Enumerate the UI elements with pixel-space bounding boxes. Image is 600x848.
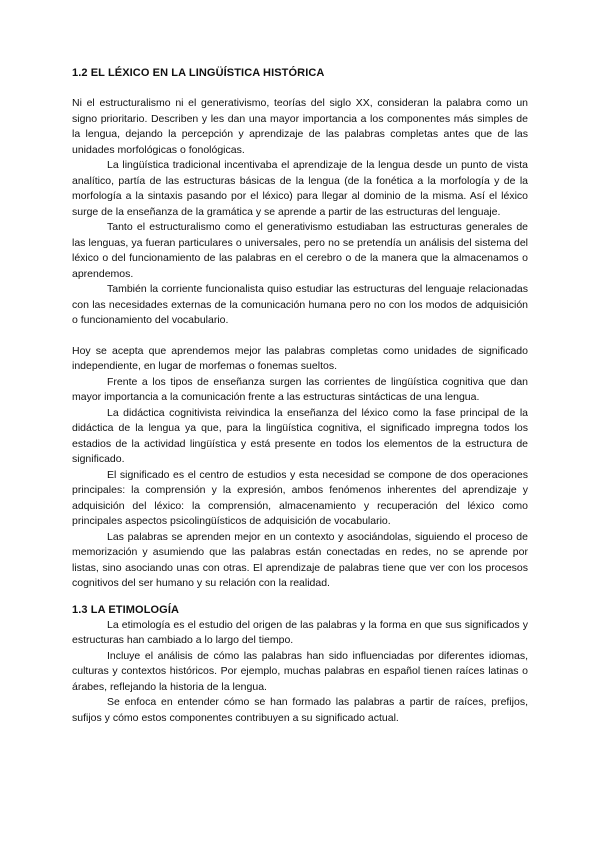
section-heading-etimologia: 1.3 LA ETIMOLOGÍA — [72, 603, 180, 616]
paragraph: La lingüística tradicional incentivaba el aprendizaje de la lengua desde un punto de vista analítico, partía de las estructuras básicas de la lengua (de la fonética a la morfología y de la morfología a la sintaxis pasando por el léxico) para llegar al dominio de la misma. Así el léxico surge de la enseñanza de la gramática y se aprende a partir de las estructuras del lenguaje. — [72, 159, 528, 218]
paragraph: Incluye el análisis de cómo las palabras han sido influenciadas por diferentes idiomas, culturas y contextos históricos. Por ejemplo, muchas palabras en español tienen raíces latinas o árabes, reflejando la historia de la lengua. — [72, 649, 528, 693]
paragraph-gap — [72, 329, 528, 344]
paragraph: Las palabras se aprenden mejor en un contexto y asociándolas, siguiendo el proceso de memorización y asumiendo que las palabras están conectadas en redes, no se aprende por listas, sino asociando unas con otras. El aprendizaje de palabras tiene que ver con los procesos cognitivos del ser humano y su relación con la realidad. — [72, 530, 528, 589]
paragraph: Ni el estructuralismo ni el generativismo, teorías del siglo XX, consideran la palabra como un signo prioritario. Describen y les dan una mayor importancia a los componentes más simples de la lengua, dejando la percepción y aprendizaje de las palabras completas antes que de las unidades morfológicas o fonológicas. — [72, 97, 528, 156]
paragraph: Hoy se acepta que aprendemos mejor las palabras completas como unidades de significado independiente, en lugar de morfemas o fonemas sueltos. — [72, 344, 528, 372]
paragraph: Se enfoca en entender cómo se han formado las palabras a partir de raíces, prefijos, sufijos y cómo estos componentes contribuyen a su significado actual. — [72, 696, 528, 724]
section-heading-lexico: 1.2 EL LÉXICO EN LA LINGÜÍSTICA HISTÓRICA — [72, 67, 325, 79]
paragraph: También la corriente funcionalista quiso estudiar las estructuras del lenguaje relacionadas con las necesidades externas de la comunicación humana pero no con los modos de adquisición o funcionamiento del vocabulario. — [72, 283, 528, 326]
paragraph: El significado es el centro de estudios y esta necesidad se compone de dos operaciones principales: la comprensión y la expresión, ambos fenómenos inherentes del aprendizaje y adquisición del léxico: la comprensión, almacenamiento y recuperación del léxico como principales aspectos psicolingüísticos de adquisición de vocabulario. — [72, 468, 528, 527]
paragraph: La etimología es el estudio del origen de las palabras y la forma en que sus significados y estructuras han cambiado a lo largo del tiempo. — [72, 618, 528, 646]
paragraph: La didáctica cognitivista reivindica la enseñanza del léxico como la fase principal de la didáctica de la lengua ya que, para la lingüística cognitiva, el significado impregna todos los estadios de la actividad lingüística y está presente en todos los elementos de la estructura de significado. — [72, 406, 528, 465]
paragraph: Frente a los tipos de enseñanza surgen las corrientes de lingüística cognitiva que dan mayor importancia a la comunicación frente a las estructuras sintácticas de una lengua. — [72, 375, 528, 403]
paragraph: Tanto el estructuralismo como el generativismo estudiaban las estructuras generales de las lenguas, ya fueran particulares o universales, pero no se pretendía un análisis del sistema del léxico o del funcionamiento de las palabras en el cerebro o de la manera que la almacenamos o aprendemos. — [72, 221, 528, 280]
